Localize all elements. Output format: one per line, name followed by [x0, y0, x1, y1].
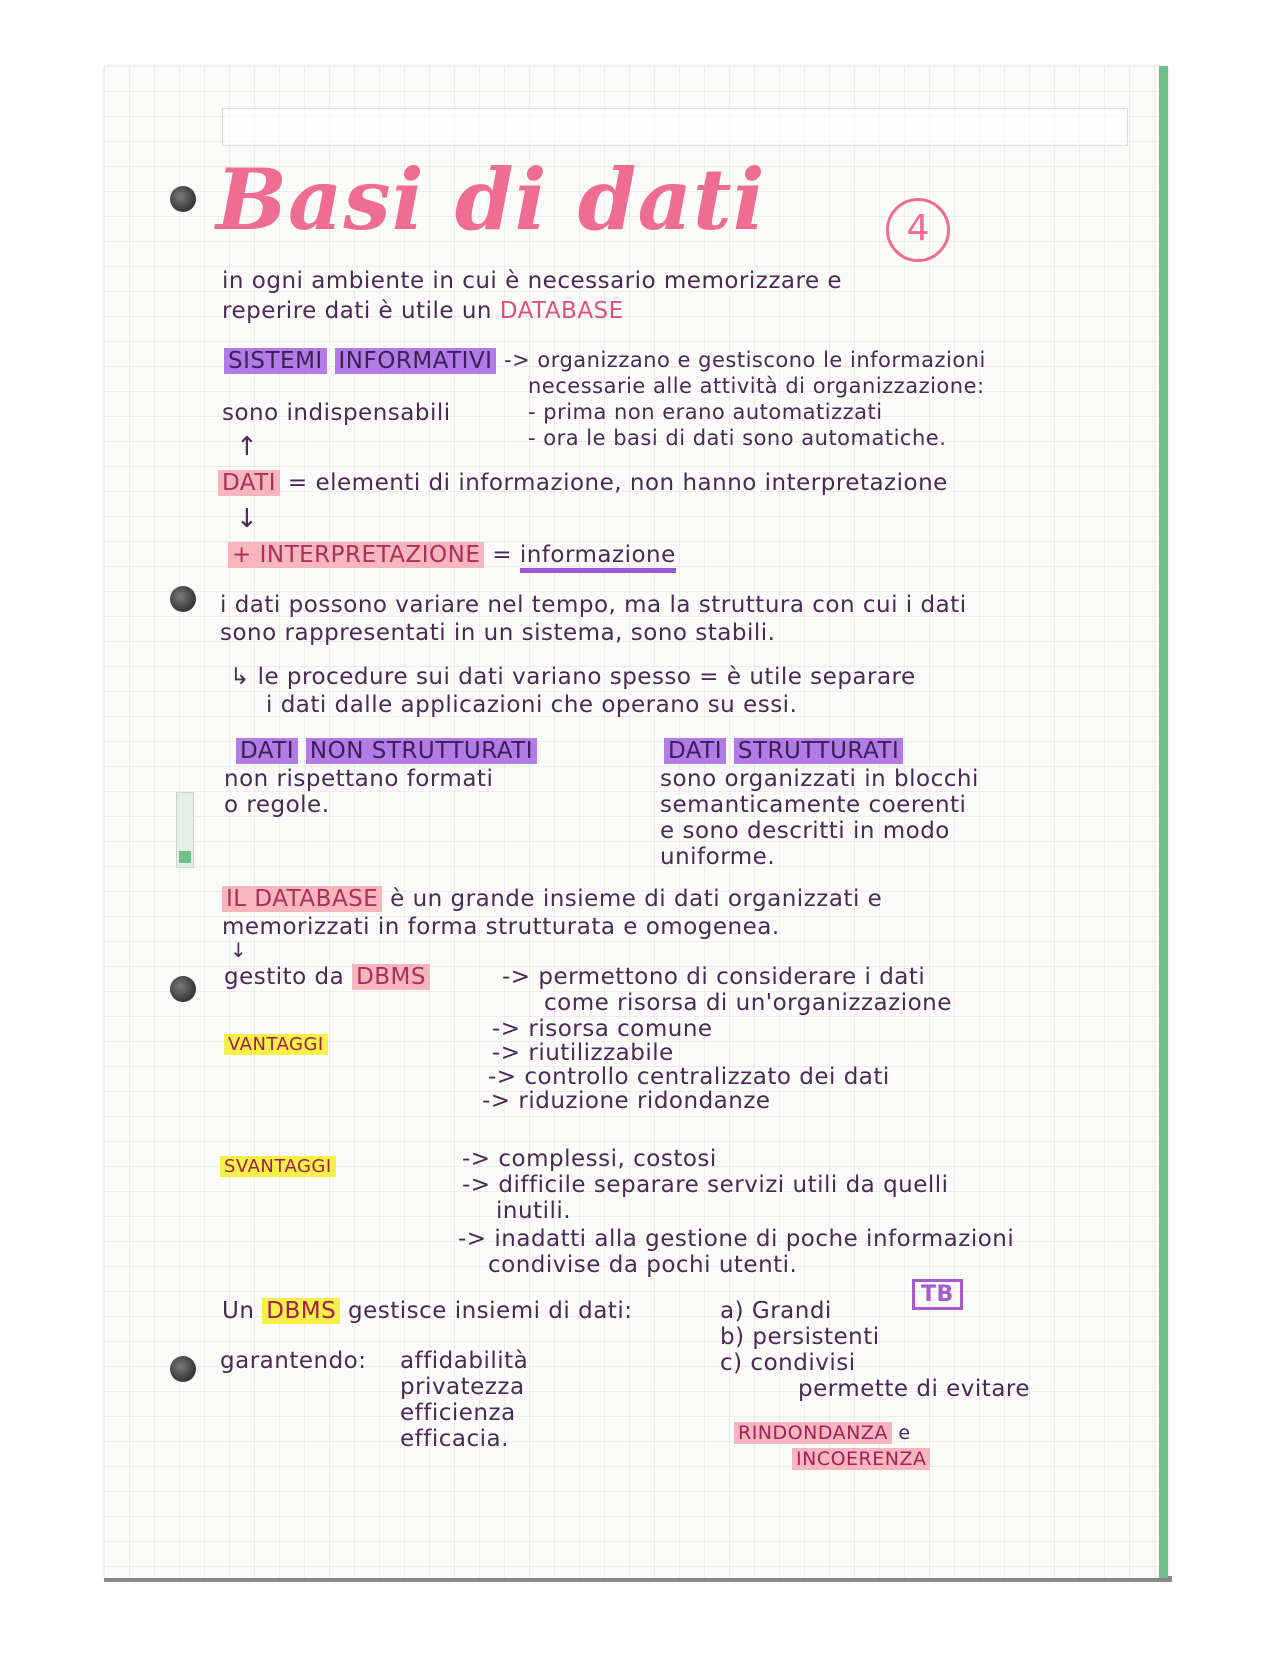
- sistemi-line-3: - prima non erano automatizzati: [528, 400, 883, 424]
- dbms-list-item: c) condivisi: [720, 1350, 856, 1376]
- dbms-list-item: b) persistenti: [720, 1324, 880, 1350]
- sistemi-tags: [224, 348, 496, 374]
- garanzia-item: efficienza: [400, 1400, 516, 1426]
- binder-hole: [170, 186, 196, 212]
- intro-line-2: [222, 298, 624, 324]
- tag-informativi: INFORMATIVI: [335, 348, 497, 374]
- gestito-da-line: [224, 964, 430, 990]
- svantaggi-tag-line: [220, 1156, 336, 1177]
- arrow-up: ↑: [236, 432, 259, 462]
- svantaggi-item: inutili.: [496, 1198, 572, 1224]
- sistemi-line-4: - ora le basi di dati sono automatiche.: [528, 426, 947, 450]
- structure-line-2: sono rappresentati in un sistema, sono stabili.: [220, 620, 776, 646]
- svantaggi-item: -> complessi, costosi: [462, 1146, 717, 1172]
- sistemi-line-2: necessarie alle attività di organizzazione:: [528, 374, 985, 398]
- binder-hole: [170, 976, 196, 1002]
- tag-il-database: IL DATABASE: [222, 886, 382, 912]
- sistemi-left-note: sono indispensabili: [222, 400, 451, 426]
- garanzia-item: efficacia.: [400, 1426, 509, 1452]
- incoerenza-line: [792, 1448, 930, 1470]
- tag-incoerenza: INCOERENZA: [792, 1448, 930, 1470]
- tag-dbms: DBMS: [352, 964, 430, 990]
- binder-hole: [170, 586, 196, 612]
- non-strutturati-tags: [236, 738, 537, 764]
- dati-definition-line: [218, 470, 948, 496]
- vantaggi-item: -> risorsa comune: [492, 1016, 713, 1042]
- dbms-arrow-down: ↓: [230, 938, 248, 962]
- structure-line-4: i dati dalle applicazioni che operano su essi.: [266, 692, 798, 718]
- ridondanza-e: e: [898, 1422, 911, 1444]
- strutturati-tags: [664, 738, 903, 764]
- interpretazione-line: [228, 542, 676, 568]
- intro-line-2-text: reperire dati è utile un: [222, 298, 492, 324]
- tag-ridondanza: RINDONDANZA: [734, 1422, 892, 1444]
- tag-dati-ns: DATI: [236, 738, 298, 764]
- dati-definition: = elementi di informazione, non hanno interpretazione: [287, 470, 948, 496]
- strutturati-line-2: semanticamente coerenti: [660, 792, 967, 818]
- database-def-line-2: memorizzati in forma strutturata e omogenea.: [222, 914, 780, 940]
- tag-interpretazione: + INTERPRETAZIONE: [228, 542, 484, 568]
- structure-line-3: ↳ le procedure sui dati variano spesso = è utile separare: [230, 664, 916, 690]
- strutturati-line-4: uniforme.: [660, 844, 776, 870]
- tb-box-line: [912, 1282, 963, 1307]
- tag-non-strutturati: NON STRUTTURATI: [306, 738, 537, 764]
- intro-line-1: in ogni ambiente in cui è necessario memorizzare e: [222, 268, 843, 294]
- non-strutturati-line-2: o regole.: [224, 792, 330, 818]
- dbms-gestisce-suffix: gestisce insiemi di dati:: [347, 1298, 633, 1324]
- dbms-line-1: -> permettono di considerare i dati: [502, 964, 926, 990]
- garanzia-item: privatezza: [400, 1374, 525, 1400]
- svantaggi-item: -> difficile separare servizi utili da quelli: [462, 1172, 949, 1198]
- tag-vantaggi: VANTAGGI: [224, 1034, 328, 1055]
- database-def-text: è un grande insieme di dati organizzati e: [390, 886, 883, 912]
- tag-dbms-2: DBMS: [262, 1298, 340, 1324]
- dbms-line-2: come risorsa di un'organizzazione: [544, 990, 952, 1016]
- vantaggi-item: -> riduzione ridondanze: [482, 1088, 771, 1114]
- page-title: Basi di dati: [216, 150, 766, 249]
- tag-dati: DATI: [218, 470, 280, 496]
- svantaggi-item: condivise da pochi utenti.: [488, 1252, 798, 1278]
- dbms-gestisce-line: [222, 1298, 632, 1324]
- garantendo-label: garantendo:: [220, 1348, 367, 1374]
- gestito-da: gestito da: [224, 964, 345, 990]
- non-strutturati-line-1: non rispettano formati: [224, 766, 494, 792]
- tag-dati-s: DATI: [664, 738, 726, 764]
- informazione-result: informazione: [520, 542, 676, 573]
- tb-label: TB: [912, 1279, 963, 1310]
- vantaggi-item: -> controllo centralizzato dei dati: [488, 1064, 890, 1090]
- permette-di-evitare: permette di evitare: [798, 1376, 1031, 1402]
- tag-strutturati: STRUTTURATI: [734, 738, 903, 764]
- equals-sign: =: [492, 542, 512, 568]
- structure-line-1: i dati possono variare nel tempo, ma la struttura con cui i dati: [220, 592, 967, 618]
- dbms-list-item: a) Grandi: [720, 1298, 832, 1324]
- garanzia-item: affidabilità: [400, 1348, 529, 1374]
- notebook-page: [104, 66, 1168, 1578]
- database-word: DATABASE: [499, 298, 624, 324]
- svantaggi-item: -> inadatti alla gestione di poche informazioni: [458, 1226, 1015, 1252]
- strutturati-line-1: sono organizzati in blocchi: [660, 766, 979, 792]
- binder-hole: [170, 1356, 196, 1382]
- header-box: [222, 108, 1128, 146]
- sistemi-line-1: -> organizzano e gestiscono le informazioni: [504, 348, 986, 372]
- page-number: 4: [886, 198, 950, 262]
- green-margin-stripe: [1159, 66, 1168, 1578]
- tag-sistemi: SISTEMI: [224, 348, 327, 374]
- vantaggi-item: -> riutilizzabile: [492, 1040, 674, 1066]
- tag-svantaggi: SVANTAGGI: [220, 1156, 336, 1177]
- page-tab-marker: [176, 792, 194, 868]
- database-def-line-1: [222, 886, 882, 912]
- dbms-gestisce-prefix: Un: [222, 1298, 255, 1324]
- vantaggi-tag-line: [224, 1034, 328, 1055]
- arrow-down: ↓: [236, 504, 259, 534]
- strutturati-line-3: e sono descritti in modo: [660, 818, 950, 844]
- ridondanza-line: [734, 1422, 911, 1444]
